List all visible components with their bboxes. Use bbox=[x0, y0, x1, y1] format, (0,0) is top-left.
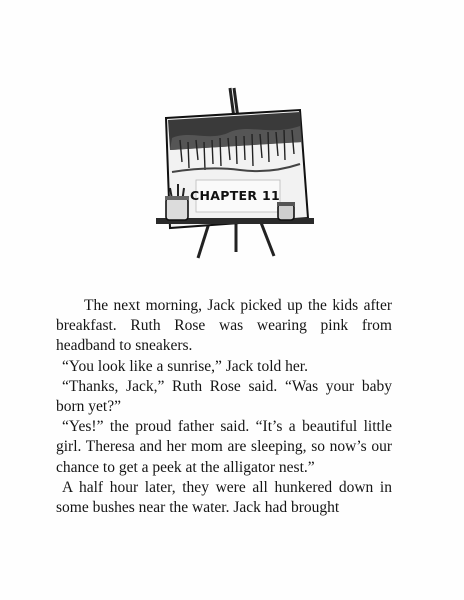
paragraph: The next morning, Jack picked up the kids after breakfast. Ruth Rose was wearing pink from headband to sneakers. bbox=[56, 297, 392, 355]
paragraph: “Thanks, Jack,” Ruth Rose said. “Was your baby born yet?” bbox=[56, 377, 392, 416]
paragraph: “You look like a sunrise,” Jack told her. bbox=[62, 357, 308, 375]
chapter-heading: CHAPTER 11 bbox=[190, 188, 280, 203]
paragraph: “Yes!” the proud father said. “It’s a beautiful little girl. Theresa and her mom are sleeping, so now’s our chance to get a peek at the alligator nest.” bbox=[56, 418, 392, 476]
paint-jar-right bbox=[277, 202, 295, 220]
chapter-body-text bbox=[56, 296, 392, 518]
paragraph: A half hour later, they were all hunkered down in some bushes near the water. Jack had brought bbox=[56, 478, 392, 517]
easel-painting-illustration bbox=[150, 80, 320, 260]
